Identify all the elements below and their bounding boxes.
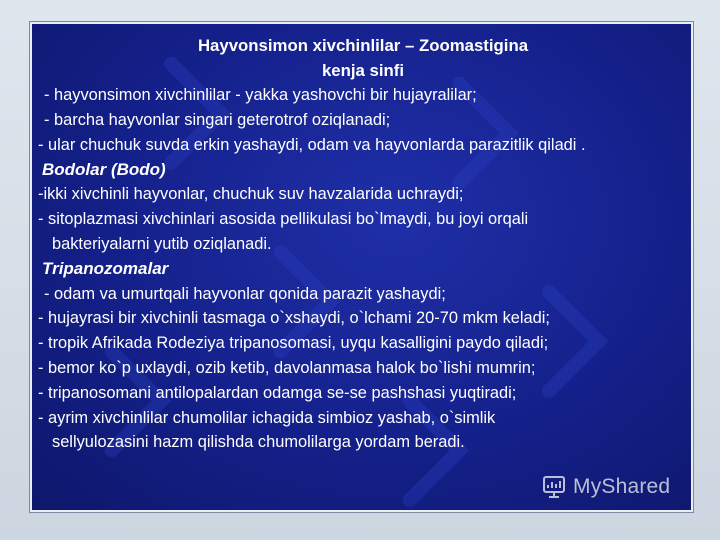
slide-title-line-2: kenja sinfi <box>321 60 405 80</box>
bodolar-bullet-2: - sitoplazmasi xivchinlari asosida pellikulasi bo`lmaydi, bu joyi orqali <box>38 210 529 229</box>
slide-title-line-1: Hayvonsimon xivchinlilar – Zoomastigina <box>197 36 529 55</box>
intro-bullet-1: - hayvonsimon xivchinlilar - yakka yashovchi bir hujayralilar; <box>44 86 477 105</box>
tripanozoma-bullet-2: - hujayrasi bir xivchinli tasmaga o`xshaydi, o`lchami 20-70 mkm keladi; <box>38 309 550 328</box>
slide-content <box>38 34 688 455</box>
myshared-watermark <box>541 472 670 502</box>
slide <box>30 22 693 512</box>
tripanozoma-bullet-1: - odam va umurtqali hayvonlar qonida parazit yashaydi; <box>44 284 446 303</box>
presentation-icon <box>541 474 567 500</box>
intro-bullet-2: - barcha hayvonlar singari geterotrof oziqlanadi; <box>44 110 391 129</box>
intro-bullet-3: - ular chuchuk suvda erkin yashaydi, odam va hayvonlarda parazitlik qiladi . <box>38 135 586 154</box>
bodolar-bullet-2-continued: bakteriyalarni yutib oziqlanadi. <box>52 234 272 253</box>
tripanozoma-bullet-6-continued: sellyulozasini hazm qilishda chumolilarga yordam beradi. <box>52 433 465 452</box>
section-heading-tripanozomalar: Tripanozomalar <box>42 258 169 278</box>
tripanozoma-bullet-5: - tripanosomani antilopalardan odamga se-se pashshasi yuqtiradi; <box>38 383 517 402</box>
tripanozoma-bullet-6: - ayrim xivchinlilar chumolilar ichagida simbioz yashab, o`simlik <box>38 408 496 427</box>
section-heading-bodolar: Bodolar (Bodo) <box>42 159 166 179</box>
tripanozoma-bullet-3: - tropik Afrikada Rodeziya tripanosomasi, uyqu kasalligini paydo qiladi; <box>38 334 549 353</box>
watermark-text: MyShared <box>573 475 671 498</box>
bodolar-bullet-1: -ikki xivchinli hayvonlar, chuchuk suv havzalarida uchraydi; <box>38 185 464 204</box>
tripanozoma-bullet-4: - bemor ko`p uxlaydi, ozib ketib, davolanmasa halok bo`lishi mumrin; <box>38 358 536 377</box>
